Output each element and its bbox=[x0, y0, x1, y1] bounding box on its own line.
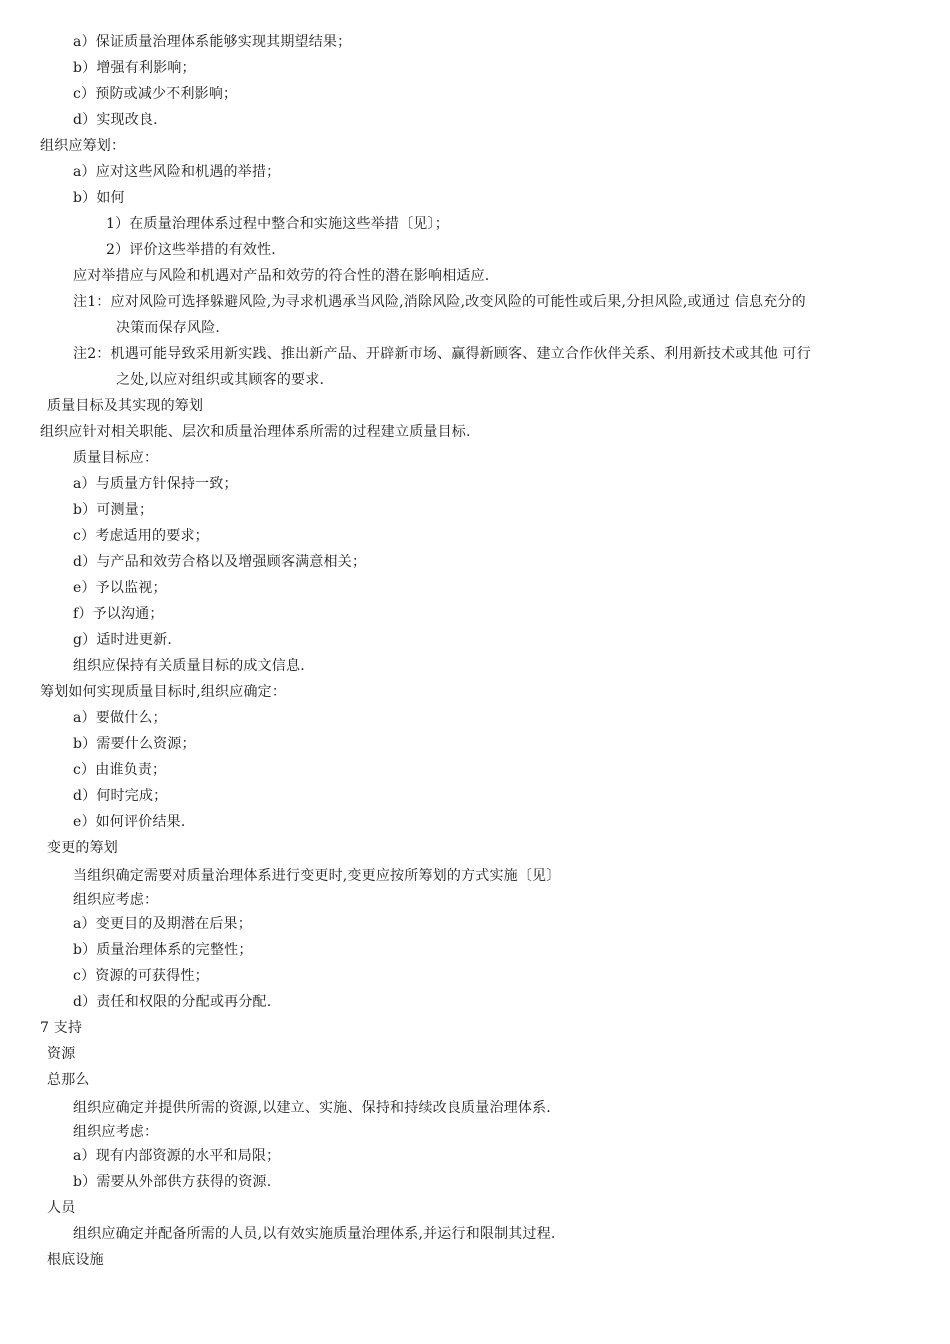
list-item-e: e）如何评价结果. bbox=[73, 814, 186, 830]
list-item-b: b）需要什么资源； bbox=[73, 736, 196, 752]
list-item-a: a）变更目的及期潜在后果； bbox=[73, 916, 252, 932]
list-item-d: d）责任和权限的分配或再分配. bbox=[73, 994, 272, 1010]
section-heading: 变更的筹划 bbox=[47, 840, 118, 856]
note-2-continuation: 之处,以应对组织或其顾客的要求. bbox=[116, 372, 325, 388]
paragraph: 组织应针对相关职能、层次和质量治理体系所需的过程建立质量目标. bbox=[40, 424, 471, 440]
note-2: 注2：机遇可能导致采用新实践、推出新产品、开辟新市场、赢得新顾客、建立合作伙伴关系、利用新技术或其他 可行 bbox=[73, 346, 811, 362]
list-item-e: e）予以监视； bbox=[73, 580, 167, 596]
list-item-d: d）何时完成； bbox=[73, 788, 168, 804]
list-item-a: a）现有内部资源的水平和局限； bbox=[73, 1148, 281, 1164]
list-item-a: a）保证质量治理体系能够实现其期望结果； bbox=[73, 34, 352, 50]
list-item-a: a）要做什么； bbox=[73, 710, 167, 726]
list-item-c: c）资源的可获得性； bbox=[73, 968, 209, 984]
paragraph: 质量目标应： bbox=[73, 450, 159, 466]
list-item-g: g）适时进更新. bbox=[73, 632, 173, 648]
list-item-b: b）如何 bbox=[73, 190, 125, 206]
list-item-b: b）可测量； bbox=[73, 502, 154, 518]
paragraph: 组织应考虑： bbox=[73, 1124, 159, 1140]
paragraph: 当组织确定需要对质量治理体系进行变更时,变更应按所筹划的方式实施〔见〕 bbox=[73, 868, 561, 884]
chapter-heading: 7 支持 bbox=[40, 1020, 83, 1036]
section-heading: 根底设施 bbox=[47, 1252, 104, 1268]
paragraph: 应对举措应与风险和机遇对产品和效劳的符合性的潜在影响相适应. bbox=[73, 268, 490, 284]
paragraph: 组织应确定并提供所需的资源,以建立、实施、保持和持续改良质量治理体系. bbox=[73, 1100, 551, 1116]
note-1: 注1：应对风险可选择躲避风险,为寻求机遇承当风险,消除风险,改变风险的可能性或后果,分担风险,或通过 信息充分的 bbox=[73, 294, 806, 310]
paragraph: 组织应保持有关质量目标的成文信息. bbox=[73, 658, 305, 674]
paragraph: 组织应考虑： bbox=[73, 892, 159, 908]
sub-list-item-1: 1）在质量治理体系过程中整合和实施这些举措〔见〕； bbox=[106, 216, 449, 232]
paragraph: 筹划如何实现质量目标时,组织应确定： bbox=[40, 684, 287, 700]
section-heading: 人员 bbox=[47, 1200, 76, 1216]
paragraph: 组织应筹划： bbox=[40, 138, 126, 154]
note-1-continuation: 决策而保存风险. bbox=[116, 320, 221, 336]
list-item-d: d）实现改良. bbox=[73, 112, 158, 128]
sub-list-item-2: 2）评价这些举措的有效性. bbox=[106, 242, 276, 258]
list-item-f: f）予以沟通； bbox=[73, 606, 164, 622]
section-heading: 总那么 bbox=[47, 1072, 90, 1088]
list-item-b: b）需要从外部供方获得的资源. bbox=[73, 1174, 272, 1190]
list-item-d: d）与产品和效劳合格以及增强顾客满意相关； bbox=[73, 554, 367, 570]
list-item-a: a）应对这些风险和机遇的举措； bbox=[73, 164, 281, 180]
section-heading: 质量目标及其实现的筹划 bbox=[47, 398, 204, 414]
list-item-b: b）增强有利影响； bbox=[73, 60, 196, 76]
section-heading: 资源 bbox=[47, 1046, 76, 1062]
list-item-c: c）考虑适用的要求； bbox=[73, 528, 209, 544]
paragraph: 组织应确定并配备所需的人员,以有效实施质量治理体系,并运行和限制其过程. bbox=[73, 1226, 556, 1242]
list-item-b: b）质量治理体系的完整性； bbox=[73, 942, 253, 958]
list-item-c: c）预防或减少不利影响； bbox=[73, 86, 238, 102]
list-item-c: c）由谁负责； bbox=[73, 762, 167, 778]
list-item-a: a）与质量方针保持一致； bbox=[73, 476, 238, 492]
